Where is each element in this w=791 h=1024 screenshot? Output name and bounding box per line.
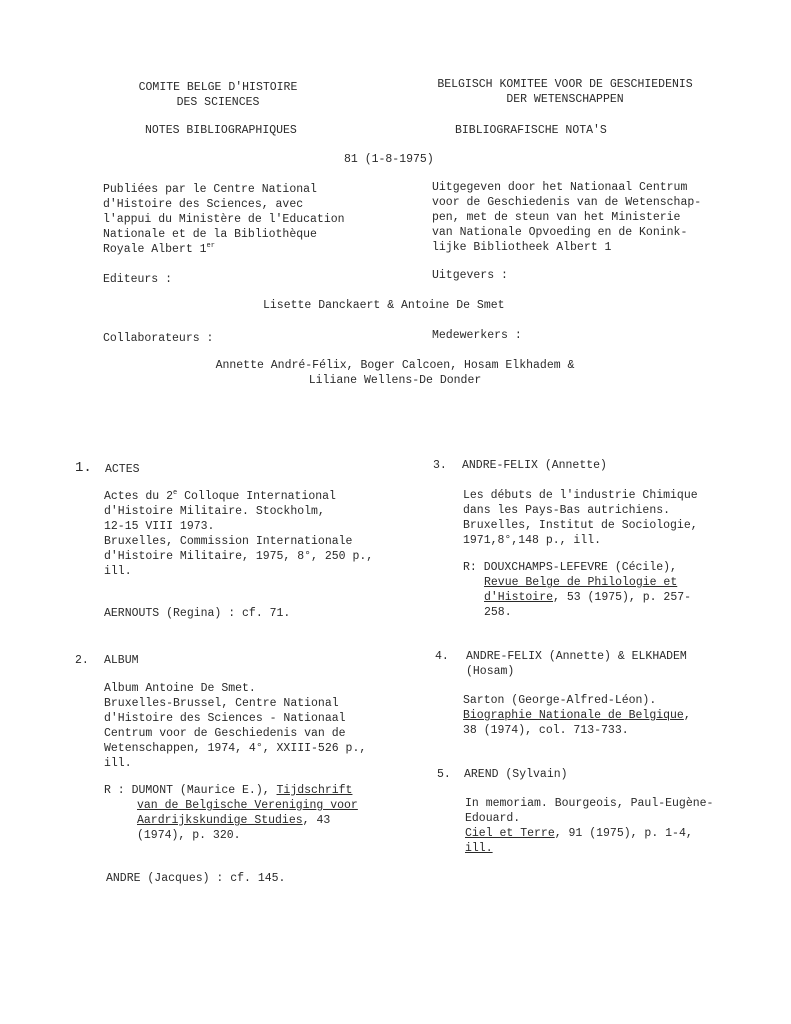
header-right-org-line: DER WETENSCHAPPEN: [506, 93, 624, 106]
journal-title: Ciel et Terre: [465, 827, 555, 840]
header-left-org-line: COMITE BELGE D'HISTOIRE: [138, 81, 298, 94]
publisher-fr-line: [103, 242, 345, 257]
superscript: er: [206, 242, 215, 251]
entry-line: Bruxelles-Brussel, Centre National: [104, 697, 339, 710]
superscript: e: [173, 489, 178, 498]
entry-line: Wetenschappen, 1974, 4°, XXIII-526 p.,: [104, 742, 367, 755]
entry-number: 3.: [433, 459, 447, 472]
entry-title-line: ANDRE-FELIX (Annette) & ELKHADEM: [466, 650, 687, 663]
entry-number: 2.: [75, 654, 89, 667]
header-left-series: NOTES BIBLIOGRAPHIQUES: [145, 124, 297, 137]
entry-line: d'Histoire Militaire, 1975, 8°, 250 p.,: [104, 550, 374, 563]
entry-title-line: (Hosam): [466, 665, 515, 678]
entry-line: d'Histoire des Sciences - Nationaal: [104, 712, 346, 725]
entry-text: , 91 (1975), p. 1-4,: [554, 827, 693, 840]
entry-line: R: DOUXCHAMPS-LEFEVRE (Cécile),: [463, 561, 677, 574]
entry-text: R : DUMONT (Maurice E.),: [104, 784, 277, 797]
publication-title: Biographie Nationale de Belgique: [463, 709, 684, 722]
entry-line: 258.: [484, 606, 512, 619]
entry-text: Colloque International: [177, 490, 336, 503]
editors-label-nl: Uitgevers :: [432, 269, 508, 282]
entry-text: Actes du 2: [104, 490, 174, 503]
cross-reference: ANDRE (Jacques) : cf. 145.: [106, 872, 286, 885]
entry-number: 5.: [437, 768, 451, 781]
entry-body: [463, 488, 698, 548]
entry-body: [463, 693, 691, 738]
entry-line: [104, 783, 358, 798]
collaborators-label-fr: Collaborateurs :: [103, 332, 214, 345]
entry-line: dans les Pays-Bas autrichiens.: [463, 504, 671, 517]
entry-title: ALBUM: [104, 654, 139, 667]
entry-title: ACTES: [105, 463, 140, 476]
header-left-org-line: DES SCIENCES: [176, 96, 260, 109]
publisher-nl-line: pen, met de steun van het Ministerie: [432, 211, 681, 224]
entry-title: AREND (Sylvain): [464, 768, 568, 781]
publisher-fr-line: Nationale et de la Bibliothèque: [103, 228, 317, 241]
entry-line: [465, 826, 713, 841]
journal-title: d'Histoire: [484, 591, 554, 604]
entry-title: [466, 649, 687, 679]
entry-line: d'Histoire Militaire. Stockholm,: [104, 505, 325, 518]
publisher-nl-line: Uitgegeven door het Nationaal Centrum: [432, 181, 688, 194]
header-right-org: [415, 77, 715, 107]
entry-line: [463, 590, 691, 605]
entry-title: ANDRE-FELIX (Annette): [462, 459, 607, 472]
entry-number: 4.: [435, 650, 449, 663]
journal-title: Revue Belge de Philologie et: [484, 576, 678, 589]
entry-line: Bruxelles, Commission Internationale: [104, 535, 353, 548]
entry-line: [465, 841, 713, 856]
header-left-org: [118, 80, 318, 110]
entry-line: (1974), p. 320.: [137, 829, 241, 842]
entry-body: [104, 681, 366, 771]
entry-text: ,: [683, 709, 691, 722]
publisher-fr-line: l'appui du Ministère de l'Education: [103, 213, 345, 226]
publisher-fr-line: d'Histoire des Sciences, avec: [103, 198, 304, 211]
publisher-nl-line: voor de Geschiedenis van de Wetenschap-: [432, 196, 702, 209]
entry-line: [463, 708, 691, 723]
entry-line: Bruxelles, Institut de Sociologie,: [463, 519, 698, 532]
header-right-org-line: BELGISCH KOMITEE VOOR DE GESCHIEDENIS: [437, 78, 693, 91]
entry-line: Les débuts de l'industrie Chimique: [463, 489, 698, 502]
issue-number: 81 (1-8-1975): [344, 153, 434, 166]
entry-number: 1.: [75, 460, 92, 476]
collaborators-names: [195, 358, 595, 388]
journal-title: van de Belgische Vereniging voor: [137, 799, 358, 812]
entry-line: 12-15 VIII 1973.: [104, 520, 215, 533]
entry-body: [104, 489, 373, 579]
editors-label-fr: Editeurs :: [103, 273, 173, 286]
entry-line: ill.: [104, 565, 132, 578]
entry-line: 1971,8°,148 p., ill.: [463, 534, 602, 547]
journal-title: Aardrijkskundige Studies: [137, 814, 303, 827]
entry-line: Sarton (George-Alfred-Léon).: [463, 694, 657, 707]
collaborators-label-nl: Medewerkers :: [432, 329, 522, 342]
editors-names: Lisette Danckaert & Antoine De Smet: [263, 299, 505, 312]
entry-line: [104, 798, 358, 813]
entry-line: ill.: [104, 757, 132, 770]
entry-text: ill.: [465, 842, 493, 855]
entry-text: , 43: [302, 814, 331, 827]
entry-line: Album Antoine De Smet.: [104, 682, 256, 695]
entry-line: [104, 813, 358, 828]
entry-line: [463, 575, 691, 590]
entry-line: Edouard.: [465, 812, 521, 825]
publisher-nl-line: lijke Bibliotheek Albert 1: [432, 241, 612, 254]
entry-line: 38 (1974), col. 713-733.: [463, 724, 629, 737]
collaborators-line: Liliane Wellens-De Donder: [308, 374, 482, 387]
publisher-fr-text: Royale Albert 1: [103, 243, 207, 256]
publisher-nl: [432, 180, 701, 255]
entry-text: , 53 (1975), p. 257-: [553, 591, 692, 604]
entry-review: [104, 783, 358, 843]
journal-title: Tijdschrift: [276, 784, 353, 797]
entry-body: [465, 796, 713, 856]
entry-review: [463, 560, 691, 620]
entry-line: In memoriam. Bourgeois, Paul-Eugène-: [465, 797, 714, 810]
publisher-fr-line: Publiées par le Centre National: [103, 183, 317, 196]
entry-line: Centrum voor de Geschiedenis van de: [104, 727, 346, 740]
publisher-nl-line: van Nationale Opvoeding en de Konink-: [432, 226, 688, 239]
collaborators-line: Annette André-Félix, Boger Calcoen, Hosam Elkhadem &: [215, 359, 575, 372]
header-right-series: BIBLIOGRAFISCHE NOTA'S: [455, 124, 607, 137]
entry-line: [104, 489, 373, 504]
publisher-fr: [103, 182, 345, 257]
cross-reference: AERNOUTS (Regina) : cf. 71.: [104, 607, 291, 620]
